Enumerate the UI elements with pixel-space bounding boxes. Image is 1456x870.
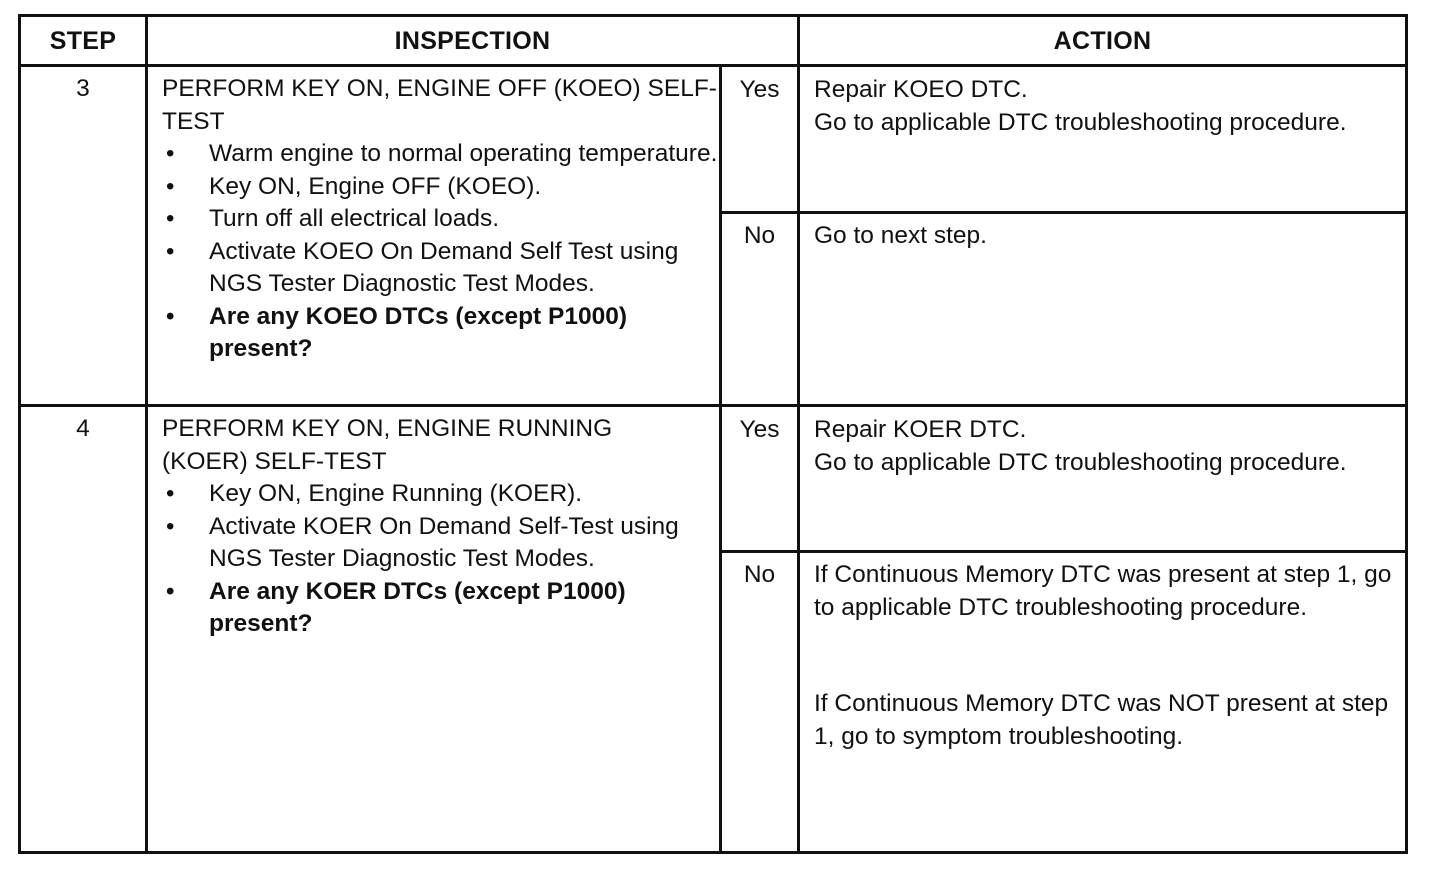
- action-line: Repair KOEO DTC.: [814, 76, 1028, 103]
- inspection-question: • Are any KOEO DTCs (except P1000) present?: [162, 301, 722, 366]
- header-action: ACTION: [1053, 26, 1152, 55]
- action-yes: [814, 414, 1399, 479]
- inspection-step: • Key ON, Engine Running (KOER).: [162, 478, 722, 511]
- inspection-title: PERFORM KEY ON, ENGINE OFF (KOEO) SELF-TEST: [162, 75, 717, 135]
- answer-action-divider: [797, 17, 800, 851]
- inspection-cell: [162, 413, 722, 641]
- action-line: Go to applicable DTC troubleshooting procedure.: [814, 448, 1347, 476]
- answer-no-label: No: [743, 222, 776, 249]
- inspection-step: • Warm engine to normal operating temperature.: [162, 138, 722, 171]
- yes-no-divider-row-3: [721, 211, 1405, 214]
- inspection-step: • Activate KOER On Demand Self-Test using NGS Tester Diagnostic Test Modes.: [162, 511, 722, 576]
- action-line: Repair KOER DTC.: [814, 416, 1027, 443]
- action-no: [814, 220, 1399, 253]
- inspection-step: • Turn off all electrical loads.: [162, 203, 722, 236]
- action-line: If Continuous Memory DTC was NOT present at step 1, go to symptom troubleshooting.: [814, 690, 1389, 750]
- step-number: 4: [76, 415, 90, 442]
- step-column-divider: [145, 17, 148, 851]
- inspection-step: • Activate KOEO On Demand Self Test using NGS Tester Diagnostic Test Modes.: [162, 236, 722, 301]
- answer-yes-label: Yes: [739, 76, 780, 103]
- row-divider: [21, 404, 1405, 407]
- inspection-title: PERFORM KEY ON, ENGINE RUNNING (KOER) SELF-TEST: [162, 415, 613, 475]
- action-no: [814, 559, 1399, 753]
- yes-no-divider-row-4: [721, 550, 1405, 553]
- inspection-steps: [162, 138, 722, 366]
- step-number: 3: [76, 75, 90, 102]
- action-yes: [814, 74, 1399, 139]
- answer-no-label: No: [743, 561, 776, 588]
- answer-yes-label: Yes: [739, 416, 780, 443]
- paragraph-gap: [814, 624, 1399, 688]
- inspection-step: • Key ON, Engine OFF (KOEO).: [162, 171, 722, 204]
- action-line: Go to applicable DTC troubleshooting procedure.: [814, 108, 1347, 136]
- inspection-question: • Are any KOER DTCs (except P1000) present?: [162, 576, 722, 641]
- action-line: If Continuous Memory DTC was present at step 1, go to applicable DTC troubleshooting procedure.: [814, 561, 1392, 621]
- inspection-steps: [162, 478, 722, 641]
- diagnostic-table: [18, 14, 1408, 854]
- action-line: Go to next step.: [814, 222, 987, 249]
- header-inspection: INSPECTION: [394, 26, 551, 55]
- header-step: STEP: [49, 26, 117, 55]
- inspection-cell: [162, 73, 722, 366]
